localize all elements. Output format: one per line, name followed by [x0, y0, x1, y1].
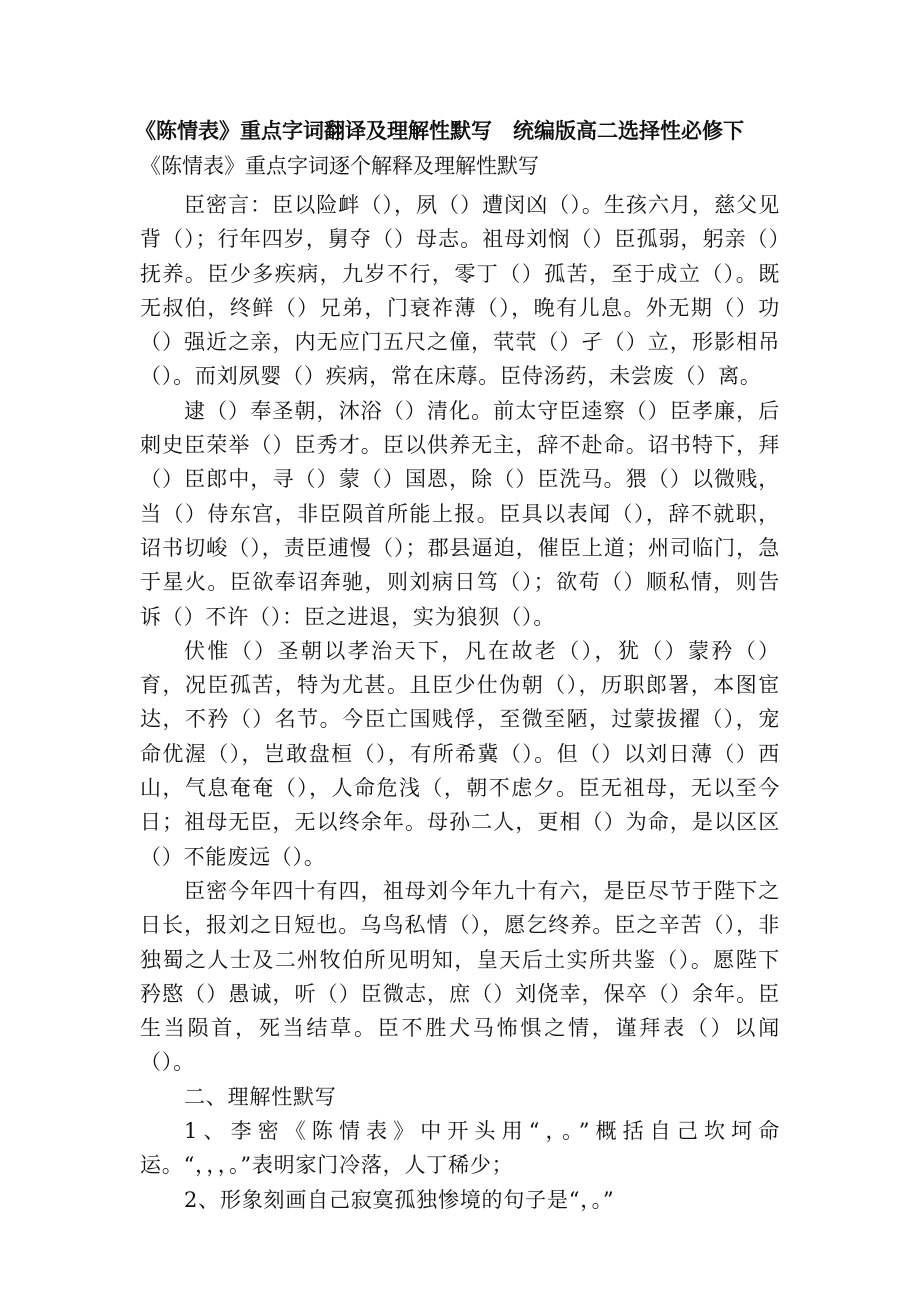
paragraph-2: 逮（）奉圣朝，沐浴（）清化。前太守臣逵察（）臣孝廉，后刺史臣荣举（）臣秀才。臣以供养无主，辞不赴命。诏书特下，拜（）臣郎中，寻（）蒙（）国恩，除（）臣洗马。猥（）以微贱，当（）侍东宫，非臣陨首所能上报。臣具以表闻（），辞不就职，诏书切峻（），责臣逋慢（）；郡县逼迫，催臣上道；州司临门，急于星火。臣欲奉诏奔驰，则刘病日笃（）；欲苟（）顺私情，则告诉（）不许（）：臣之进退，实为狼狈（）。 — [140, 398, 780, 629]
question-2: 2、形象刻画自己寂寞孤独惨境的句子是“，。” — [184, 1187, 615, 1212]
paragraph-1: 臣密言：臣以险衅（），夙（）遭闵凶（）。生孩六月，慈父见背（）；行年四岁，舅夺（）母志。祖母刘悯（）臣孤弱，躬亲（）抚养。臣少多疾病，九岁不行，零丁（）孤苦，至于成立（）。既无叔伯，终鲜（）兄弟，门衰祚薄（），晚有儿息。外无期（）功（）强近之亲，内无应门五尺之僮，茕茕（）孑（）立，形影相吊（）。而刘夙婴（）疾病，常在床蓐。臣侍汤药，未尝废（）离。 — [140, 193, 780, 389]
section-heading: 二、理解性默写 — [184, 1084, 337, 1109]
paragraph-3: 伏惟（）圣朝以孝治天下，凡在故老（），犹（）蒙矜（）育，况臣孤苦，特为尤甚。且臣少仕伪朝（），历职郎署，本图宦达，不矜（）名节。今臣亡国贱俘，至微至陋，过蒙拔擢（），宠命优渥（），岂敢盘桓（），有所希冀（）。但（）以刘日薄（）西山，气息奄奄（），人命危浅（，朝不虑夕。臣无祖母，无以至今日；祖母无臣，无以终余年。母孙二人，更相（）为命，是以区区（）不能废远（）。 — [140, 638, 780, 869]
document-body — [140, 188, 780, 1217]
document-subtitle: 《陈情表》重点字词逐个解释及理解性默写 — [140, 154, 539, 178]
document-title: 《陈情表》重点字词翻译及理解性默写 统编版高二选择性必修下 — [135, 119, 744, 143]
paragraph-4: 臣密今年四十有四，祖母刘今年九十有六，是臣尽节于陛下之日长，报刘之日短也。乌鸟私情（），愿乞终养。臣之辛苦（），非独蜀之人士及二州牧伯所见明知，皇天后土实所共鉴（）。愿陛下矜愍（）愚诚，听（）臣微志，庶（）刘侥幸，保卒（）余年。臣生当陨首，死当结草。臣不胜犬马怖惧之情，谨拜表（）以闻（）。 — [140, 878, 780, 1075]
question-1: 1、李密《陈情表》中开头用“，。”概括自己坎坷命运。“，，，。”表明家门冷落，人丁稀少； — [140, 1119, 780, 1178]
